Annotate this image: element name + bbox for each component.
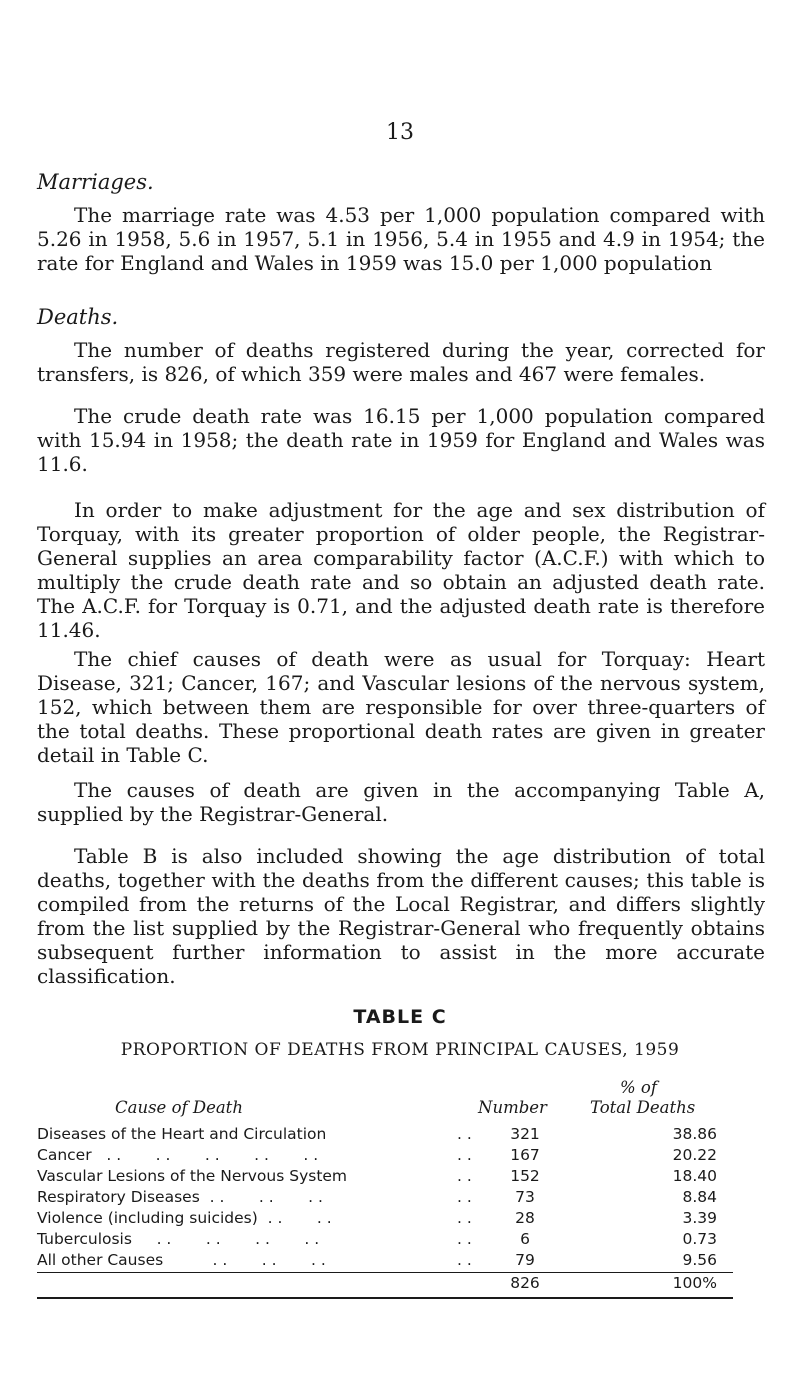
deaths-paragraph-3: In order to make adjustment for the age and sex distribution of Torquay, with its greater proportion of older people, the Registrar-General supplies an area comparability factor (A.C.F.) with which to multiply the crude death rate and so obtain an adjusted death rate. The A.C.F. for Torquay is 0.71, and the adjusted death rate is therefore 11.46. <box>37 498 765 642</box>
table-row <box>37 1167 765 1188</box>
deaths-paragraph-1: The number of deaths registered during the year, corrected for transfers, is 826, of which 359 were males and 467 were females. <box>37 338 765 386</box>
marriages-paragraph: The marriage rate was 4.53 per 1,000 population compared with 5.26 in 1958, 5.6 in 1957, 5.1 in 1956, 5.4 in 1955 and 4.9 in 1954; the rate for England and Wales in 1959 was 15.0 per 1,000 population <box>37 203 765 275</box>
header-number: Number <box>478 1098 547 1117</box>
table-row <box>37 1251 765 1272</box>
deaths-paragraph-6: Table B is also included showing the age distribution of total deaths, together with the deaths from the different causes; this table is compiled from the returns of the Local Registrar, and differs slightly from the list supplied by the Registrar-General who frequently obtains subsequent further information to assist in the more accurate classification. <box>37 844 765 988</box>
deaths-paragraph-4: The chief causes of death were as usual for Torquay: Heart Disease, 321; Cancer, 167; and Vascular lesions of the nervous system, 152, which between them are responsible for over three-quarters of the total deaths. These proportional death rates are given in greater detail in Table C. <box>37 647 765 767</box>
total-rule <box>37 1297 733 1299</box>
row-cause: Diseases of the Heart and Circulation <box>37 1125 327 1143</box>
table-row <box>37 1146 765 1167</box>
row-leader: . . <box>457 1188 472 1206</box>
row-cause: Violence (including suicides) . . . . <box>37 1209 332 1227</box>
row-leader: . . <box>457 1125 472 1143</box>
row-number: 73 <box>515 1188 535 1206</box>
marriages-heading: Marriages. <box>37 170 154 194</box>
row-number: 321 <box>510 1125 540 1143</box>
deaths-paragraph-5: The causes of death are given in the accompanying Table A, supplied by the Registrar-General. <box>37 778 765 826</box>
subtotal-rule <box>37 1272 733 1273</box>
row-leader: . . <box>457 1167 472 1185</box>
row-number: 6 <box>520 1230 530 1248</box>
row-cause: All other Causes . . . . . . <box>37 1251 326 1269</box>
header-pct-line1: % of <box>620 1078 657 1097</box>
row-number: 79 <box>515 1251 535 1269</box>
row-cause: Tuberculosis . . . . . . . . <box>37 1230 320 1248</box>
row-number: 152 <box>510 1167 540 1185</box>
row-percent: 0.73 <box>682 1230 717 1248</box>
row-cause: Vascular Lesions of the Nervous System <box>37 1167 348 1185</box>
table-row <box>37 1188 765 1209</box>
row-leader: . . <box>457 1251 472 1269</box>
header-cause: Cause of Death <box>115 1098 243 1117</box>
table-row <box>37 1209 765 1230</box>
total-number: 826 <box>510 1274 540 1292</box>
row-percent: 3.39 <box>682 1209 717 1227</box>
row-leader: . . <box>457 1230 472 1248</box>
total-percent: 100% <box>672 1274 717 1292</box>
page-number: 13 <box>386 120 414 145</box>
table-row <box>37 1125 765 1146</box>
row-percent: 8.84 <box>682 1188 717 1206</box>
row-cause: Cancer . . . . . . . . . . <box>37 1146 319 1164</box>
row-leader: . . <box>457 1209 472 1227</box>
table-total-row <box>37 1274 765 1295</box>
row-percent: 18.40 <box>672 1167 717 1185</box>
header-pct-line2: Total Deaths <box>590 1098 696 1117</box>
row-percent: 20.22 <box>672 1146 717 1164</box>
deaths-heading: Deaths. <box>37 305 119 329</box>
row-cause: Respiratory Diseases . . . . . . <box>37 1188 323 1206</box>
row-percent: 9.56 <box>682 1251 717 1269</box>
table-row <box>37 1230 765 1251</box>
table-c-title: TABLE C <box>353 1006 447 1028</box>
table-c-subtitle: PROPORTION OF DEATHS FROM PRINCIPAL CAUSES, 1959 <box>120 1040 680 1060</box>
row-number: 28 <box>515 1209 535 1227</box>
row-leader: . . <box>457 1146 472 1164</box>
row-percent: 38.86 <box>672 1125 717 1143</box>
row-number: 167 <box>510 1146 540 1164</box>
deaths-paragraph-2: The crude death rate was 16.15 per 1,000 population compared with 15.94 in 1958; the death rate in 1959 for England and Wales was 11.6. <box>37 404 765 476</box>
